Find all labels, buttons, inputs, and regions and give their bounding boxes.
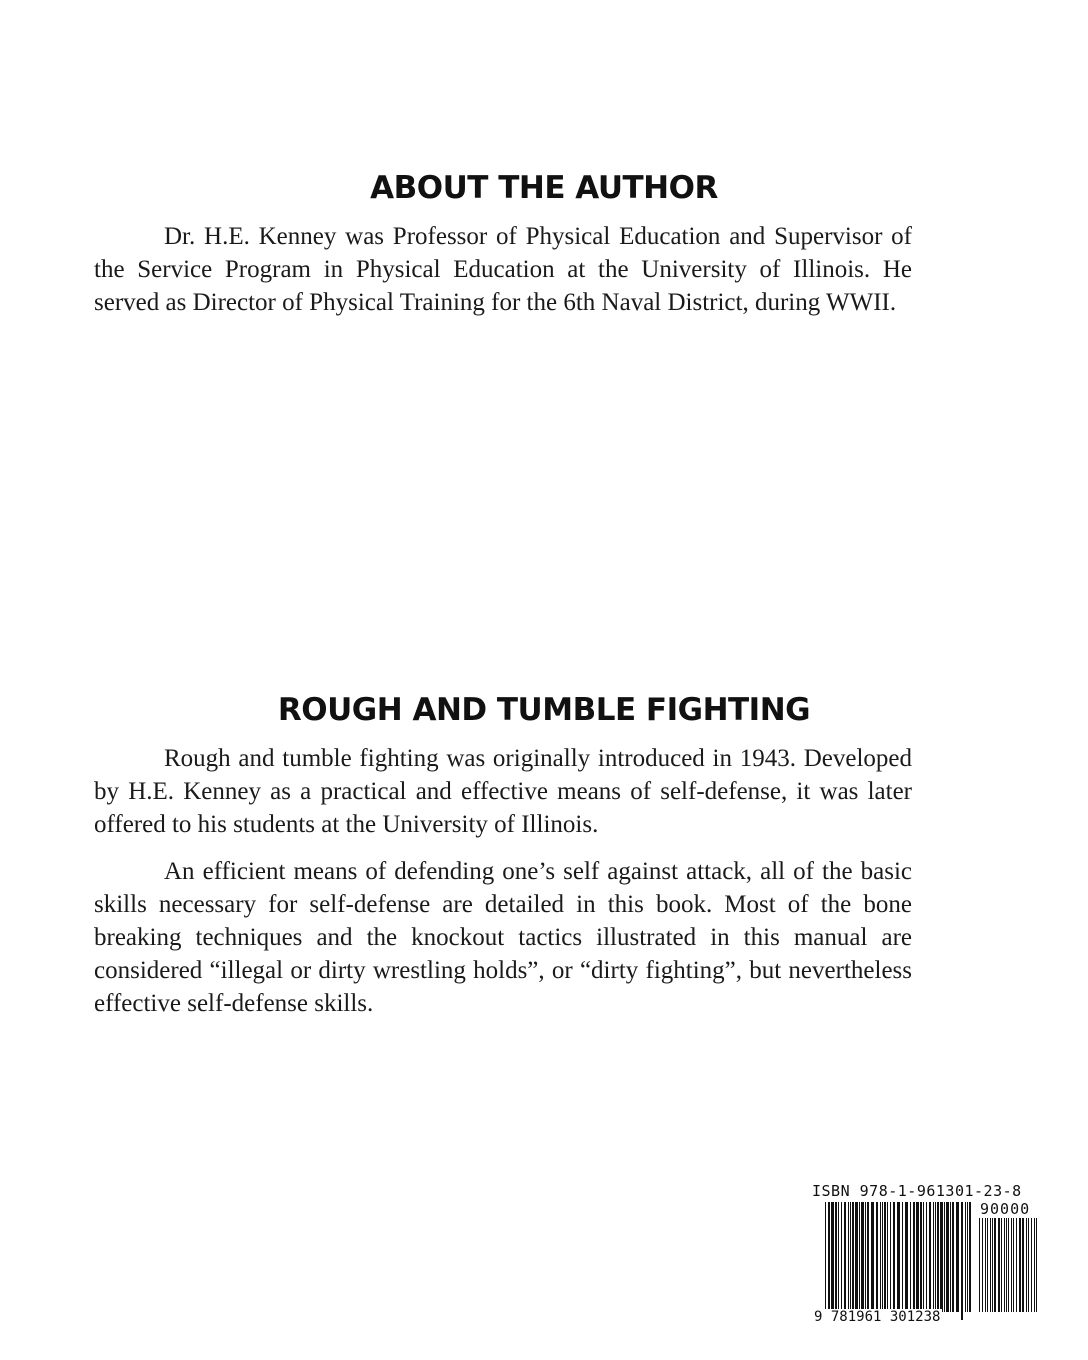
barcode-bar (933, 1202, 934, 1312)
ean-barcode-graphic (824, 1202, 972, 1320)
barcode-bar (926, 1202, 927, 1312)
isbn-label: ISBN 978-1-961301-23-8 (812, 1182, 1022, 1200)
barcode-bar (920, 1202, 922, 1312)
about-author-paragraph: Dr. H.E. Kenney was Professor of Physical Education and Supervisor of the Service Program in Physical Education at the University of Illinois. He served as Director of Physical Training for the 6th Naval District, during WWII. (94, 223, 912, 316)
barcode-bar (852, 1202, 854, 1312)
addon-price-code: 90000 (980, 1200, 1031, 1218)
barcode-bar (1013, 1218, 1014, 1312)
barcode-bar (825, 1202, 826, 1320)
barcode-bar (956, 1202, 959, 1312)
barcode-bar (902, 1202, 903, 1312)
barcode-bar (893, 1202, 895, 1312)
barcode-bar (946, 1202, 949, 1312)
barcode-bar (967, 1202, 968, 1312)
barcode-bar (935, 1202, 936, 1312)
barcode-bar (1004, 1218, 1005, 1312)
barcode-bar (982, 1218, 983, 1312)
addon-barcode-graphic (978, 1218, 1040, 1320)
ean-barcode-bars (824, 1202, 972, 1320)
barcode-bar (990, 1218, 991, 1312)
barcode-bar (969, 1202, 971, 1312)
barcode-bar (987, 1218, 988, 1312)
barcode-bar (1019, 1218, 1021, 1312)
barcode-bar (961, 1202, 963, 1320)
addon-barcode-bars (978, 1218, 1040, 1320)
barcode-bar (994, 1218, 996, 1312)
barcode-bar (1008, 1218, 1009, 1312)
barcode-bar (940, 1202, 943, 1312)
barcode-bar (965, 1202, 966, 1312)
barcode-bar (950, 1202, 951, 1312)
barcode-bar (880, 1202, 881, 1312)
barcode-bar (1026, 1218, 1027, 1312)
barcode-bar (861, 1202, 864, 1312)
barcode-bar (979, 1218, 980, 1312)
barcode-bar (1022, 1218, 1024, 1312)
about-author-heading: ABOUT THE AUTHOR (370, 170, 718, 206)
barcode-bar (998, 1218, 1000, 1312)
barcode-bar (937, 1202, 939, 1312)
barcode-bar (1028, 1218, 1029, 1312)
barcode-bar (828, 1202, 830, 1312)
barcode-bar (844, 1202, 846, 1312)
barcode-bar (992, 1218, 993, 1312)
barcode-bar (985, 1218, 986, 1312)
barcode-bar (859, 1202, 860, 1312)
barcode-bar (1016, 1218, 1017, 1312)
barcode-bar (1036, 1218, 1037, 1312)
barcode-bar (910, 1202, 911, 1312)
barcode-bar (1001, 1218, 1002, 1312)
barcode-bar (1034, 1218, 1035, 1312)
barcode-bar (848, 1202, 849, 1312)
isbn-barcode (812, 1182, 1044, 1334)
rough-tumble-paragraph-2: An efficient means of defending one’s self against attack, all of the basic skills necessary for self-defense are detailed in this book. Most of the bone breaking techniques and the knockout tactics illustrated in this manual are considered “illegal or dirty wrestling holds”, or “dirty fighting”, but nevertheless effective self-defense skills. (94, 858, 912, 1017)
barcode-bar (865, 1202, 866, 1312)
barcode-bar (831, 1202, 834, 1312)
barcode-bar (887, 1202, 888, 1312)
barcode-bar (841, 1202, 842, 1312)
barcode-bar (916, 1202, 919, 1320)
barcode-bar (929, 1202, 931, 1312)
barcode-bar (944, 1202, 945, 1312)
barcode-bar (897, 1202, 900, 1312)
barcode-bar (890, 1202, 891, 1312)
rough-tumble-paragraph-1: Rough and tumble fighting was originally introduced in 1943. Developed by H.E. Kenney as a practical and effective means of self-defense, it was later offered to his students at the University of Illinois. (94, 745, 912, 838)
barcode-bar (952, 1202, 954, 1312)
barcode-bar (838, 1202, 839, 1312)
barcode-bar (923, 1202, 924, 1312)
barcode-bar (835, 1202, 837, 1312)
barcode-bar (867, 1202, 869, 1320)
barcode-bar (884, 1202, 886, 1312)
barcode-bar (913, 1202, 915, 1312)
barcode-bar (882, 1202, 883, 1312)
about-author-section (94, 220, 912, 319)
rough-tumble-heading: ROUGH AND TUMBLE FIGHTING (277, 692, 811, 728)
barcode-bar (876, 1202, 878, 1312)
barcode-bar (871, 1202, 874, 1312)
barcode-bar (1006, 1218, 1007, 1312)
barcode-bar (1011, 1218, 1012, 1312)
rough-tumble-section (94, 742, 912, 1020)
barcode-bar (1031, 1218, 1032, 1312)
barcode-bar (850, 1202, 851, 1312)
barcode-bar (855, 1202, 858, 1312)
barcode-bar (905, 1202, 908, 1312)
ean-digits: 9 781961 301238 (814, 1309, 941, 1325)
